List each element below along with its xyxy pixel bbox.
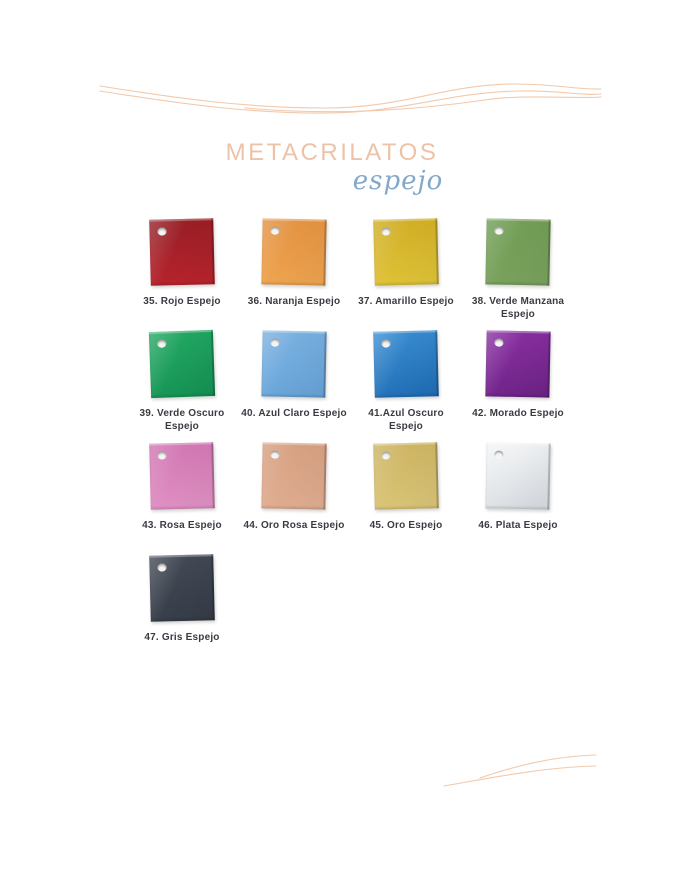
color-chip-amarillo (373, 218, 439, 286)
swatch-card-azul-claro (238, 326, 350, 438)
swatch-card-rojo (126, 214, 238, 326)
drill-hole-icon (494, 339, 503, 347)
color-chip-verde-oscuro (149, 330, 215, 398)
color-chip-rosa (149, 442, 215, 510)
swatch-label: 41.Azul Oscuro Espejo (368, 408, 444, 432)
drill-hole-icon (157, 563, 166, 571)
drill-hole-icon (157, 227, 166, 235)
decorative-wave-lines-top (95, 82, 605, 118)
swatch-card-verde-manzana (462, 214, 574, 326)
page-title: METACRILATOS (225, 139, 439, 166)
drill-hole-icon (494, 451, 503, 459)
swatch-card-oro-rosa (238, 438, 350, 550)
swatch-grid (0, 214, 700, 662)
color-chip-azul-claro (261, 330, 326, 397)
swatch-label: 40. Azul Claro Espejo (241, 408, 347, 419)
drill-hole-icon (270, 451, 279, 459)
color-chip-oro (373, 442, 439, 510)
swatch-card-azul-oscuro (350, 326, 462, 438)
swatch-card-verde-oscuro (126, 326, 238, 438)
drill-hole-icon (157, 340, 166, 348)
swatch-card-rosa (126, 438, 238, 550)
color-chip-naranja (261, 218, 326, 285)
drill-hole-icon (381, 339, 390, 347)
swatch-card-plata (462, 438, 574, 550)
color-chip-rojo (149, 218, 215, 286)
swatch-card-naranja (238, 214, 350, 326)
color-chip-verde-manzana (485, 218, 550, 285)
drill-hole-icon (381, 451, 390, 459)
swatch-label: 46. Plata Espejo (478, 520, 558, 531)
swatch-label: 37. Amarillo Espejo (358, 296, 454, 307)
swatch-label: 39. Verde Oscuro Espejo (139, 408, 225, 432)
page-subtitle: espejo (352, 166, 444, 196)
drill-hole-icon (270, 227, 279, 235)
color-chip-gris (149, 554, 215, 622)
swatch-label: 36. Naranja Espejo (247, 296, 341, 307)
swatch-label: 47. Gris Espejo (144, 632, 220, 643)
drill-hole-icon (494, 227, 503, 235)
color-chip-oro-rosa (261, 442, 326, 509)
drill-hole-icon (381, 227, 390, 235)
swatch-label: 44. Oro Rosa Espejo (243, 520, 345, 531)
drill-hole-icon (157, 451, 166, 459)
color-chip-plata (485, 442, 550, 509)
swatch-card-morado (462, 326, 574, 438)
color-chip-azul-oscuro (373, 330, 439, 398)
swatch-label: 38. Verde Manzana Espejo (471, 296, 565, 320)
color-chip-morado (485, 330, 550, 397)
swatch-card-gris (126, 550, 238, 662)
swatch-label: 45. Oro Espejo (369, 520, 443, 531)
decorative-wave-lines-bottom (440, 750, 600, 790)
swatch-label: 43. Rosa Espejo (142, 520, 222, 531)
drill-hole-icon (270, 339, 279, 347)
swatch-card-oro (350, 438, 462, 550)
swatch-card-amarillo (350, 214, 462, 326)
swatch-label: 35. Rojo Espejo (143, 296, 221, 307)
swatch-label: 42. Morado Espejo (472, 408, 564, 419)
